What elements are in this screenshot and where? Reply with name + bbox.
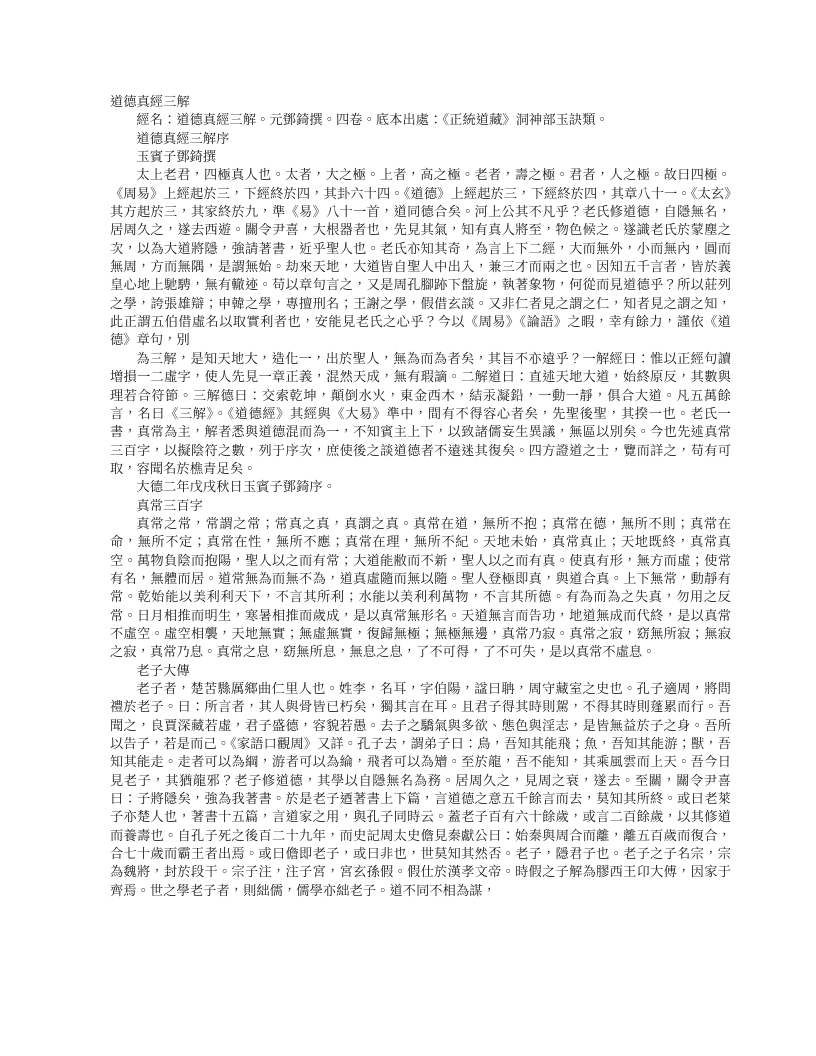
document-text-column: [110, 94, 731, 901]
bibliographic-note: 經名：道德真經三解。元鄧錡撰。四卷。底本出處：《正統道藏》洞神部玉訣類。: [136, 113, 609, 129]
body-paragraph: 太上老君，四極真人也。太者，大之極。上者，高之極。老者，壽之極。君者，人之極。故曰四極。《周易》上經起於三，下經終於四，其卦六十四。《道德》上經起於三，下經終於四，其章八十一。《太玄》其方起於三，其家終於九，準《易》八十一首，道同德合矣。河上公其不凡乎？老氏修道德，自隱無名，居周久之，遂去西遊。關令尹喜，大根器者也，先見其氣，知有真人將至，物色候之。遂識老氏於蒙塵之次，以為大道將隱，強請著書，近乎聖人也。老氏亦知其奇，為言上下二經，大而無外，小而無內，圓而無周，方而無隅，是謂無始。劫來天地，大道皆自聖人中出入，兼三才而兩之也。因知五千言者，皆於義皇心地上馳騁，無有轍迹。苟以章句言之，又是周孔腳跡下盤旋，執著象物，何從而見道德乎？所以莊列之學，誇張雄辯；申韓之學，專擅刑名；王謝之學，假借玄談。又非仁者見之謂之仁，知者見之謂之知，此正謂五伯借虛名以取實利者也，安能見老氏之心乎？今以《周易》《論語》之暇，幸有餘力，謹依《道德》章句，別: [110, 168, 731, 349]
document-title: 道德真經三解: [110, 95, 190, 110]
section-heading-laozi-dazhuan: 老子大傳: [136, 663, 190, 679]
body-paragraph: 為三解，是知天地大，造化一，出於聖人，無為而為者矣，其旨不亦遠乎？一解經曰：惟以正經句讀增損一二虛字，使人先見一章正義，混然天成，無有瑕謫。二解道曰：直述天地大道，始終原反，其數與理若合符節。三解德曰：交索乾坤，顛倒水火，東金西木，結汞凝鉛，一動一靜，俱合大道。凡五萬餘言，名曰《三解》。《道德經》其經與《大易》準中，間有不得容心者矣，先聖後聖，其揆一也。老氏一書，真常為主，解者悉與道德混而為一，不知賓主上下，以致諸儒妄生異議，無區以別矣。今也先述真常三百字，以擬陰符之數，列于序次，庶使後之談道德者不遠迷其復矣。四方證道之士，覽而詳之，苟有可取，容聞名於樵青足矣。: [110, 351, 731, 477]
preface-colophon: 大德二年戊戌秋日玉賓子鄧錡序。: [136, 480, 337, 496]
body-paragraph: 老子者，楚苦縣厲鄉曲仁里人也。姓李，名耳，字伯陽，諡曰聃，周守藏室之史也。孔子適周，將問禮於老子。曰：所言者，其人與骨皆已朽矣，獨其言在耳。且君子得其時則駕，不得其時則蓬累而行。吾聞之，良賈深藏若虛，君子盛德，容貌若愚。去子之驕氣與多欲、態色與淫志，是皆無益於子之身。吾所以告子，若是而己。《家語口觀周》又詳。孔子去，謂弟子曰：鳥，吾知其能飛；魚，吾知其能游；獸，吾知其能走。走者可以為綱，游者可以為綸，飛者可以為矰。至於龍，吾不能知，其乘風雲而上天。吾今日見老子，其猶龍邪？老子修道德，其學以自隱無名為務。居周久之，見周之衰，遂去。至關，關令尹喜曰：子將隱矣，強為我著書。於是老子迺著書上下篇，言道德之意五千餘言而去，莫知其所終。或曰老萊子亦楚人也，著書十五篇，言道家之用，與孔子同時云。蓋老子百有六十餘歲，或言二百餘歲，以其修道而養壽也。自孔子死之後百二十九年，而史記周太史儋見秦獻公曰：始秦與周合而離，離五百歲而復合，合七十歲而霸王者出焉。或曰儋即老子，或曰非也，世莫知其然否。老子，隱君子也。老子之子名宗，宗為魏將，封於段干。宗子注，注子宮，宮玄孫假。假仕於漢孝文帝。時假之子解為膠西王卬大傅，因家于齊焉。世之學老子者，則絀儒，儒學亦絀老子。道不同不相為謀，: [110, 682, 731, 899]
preface-heading: 道德真經三解序: [136, 131, 230, 147]
author-attribution: 玉賓子鄧錡撰: [136, 150, 217, 166]
body-paragraph: 真常之常，常謂之常；常真之真，真謂之真。真常在道，無所不抱；真常在德，無所不則；真常在命，無所不定；真常在性，無所不應；真常在理，無所不紀。天地未始，真常真止；天地既終，真常真空。萬物負陰而抱陽，聖人以之而有常；大道能敝而不新，聖人以之而有真。使真有形，無方而虛；使常有名，無體而居。道常無為而無不為，道真虛隨而無以隨。聖人登極即真，與道合真。上下無常，動靜有常。乾始能以美利利天下，不言其所利；水能以美利利萬物，不言其所德。有為而為之失真，勿用之反常。日月相推而明生，寒暑相推而歲成，是以真常無形名。天道無言而告功，地道無成而代終，是以真常不虛空。虛空相襲，天地無實；無虛無實，復歸無極；無極無邊，真常乃寂。真常之寂，窈無所寂；無寂之寂，真常乃息。真常之息，窈無所息，無息之息，了不可得，了不可失，是以真常不虛息。: [110, 516, 731, 661]
section-heading-zhenchang-sanbaizi: 真常三百字: [136, 498, 203, 514]
